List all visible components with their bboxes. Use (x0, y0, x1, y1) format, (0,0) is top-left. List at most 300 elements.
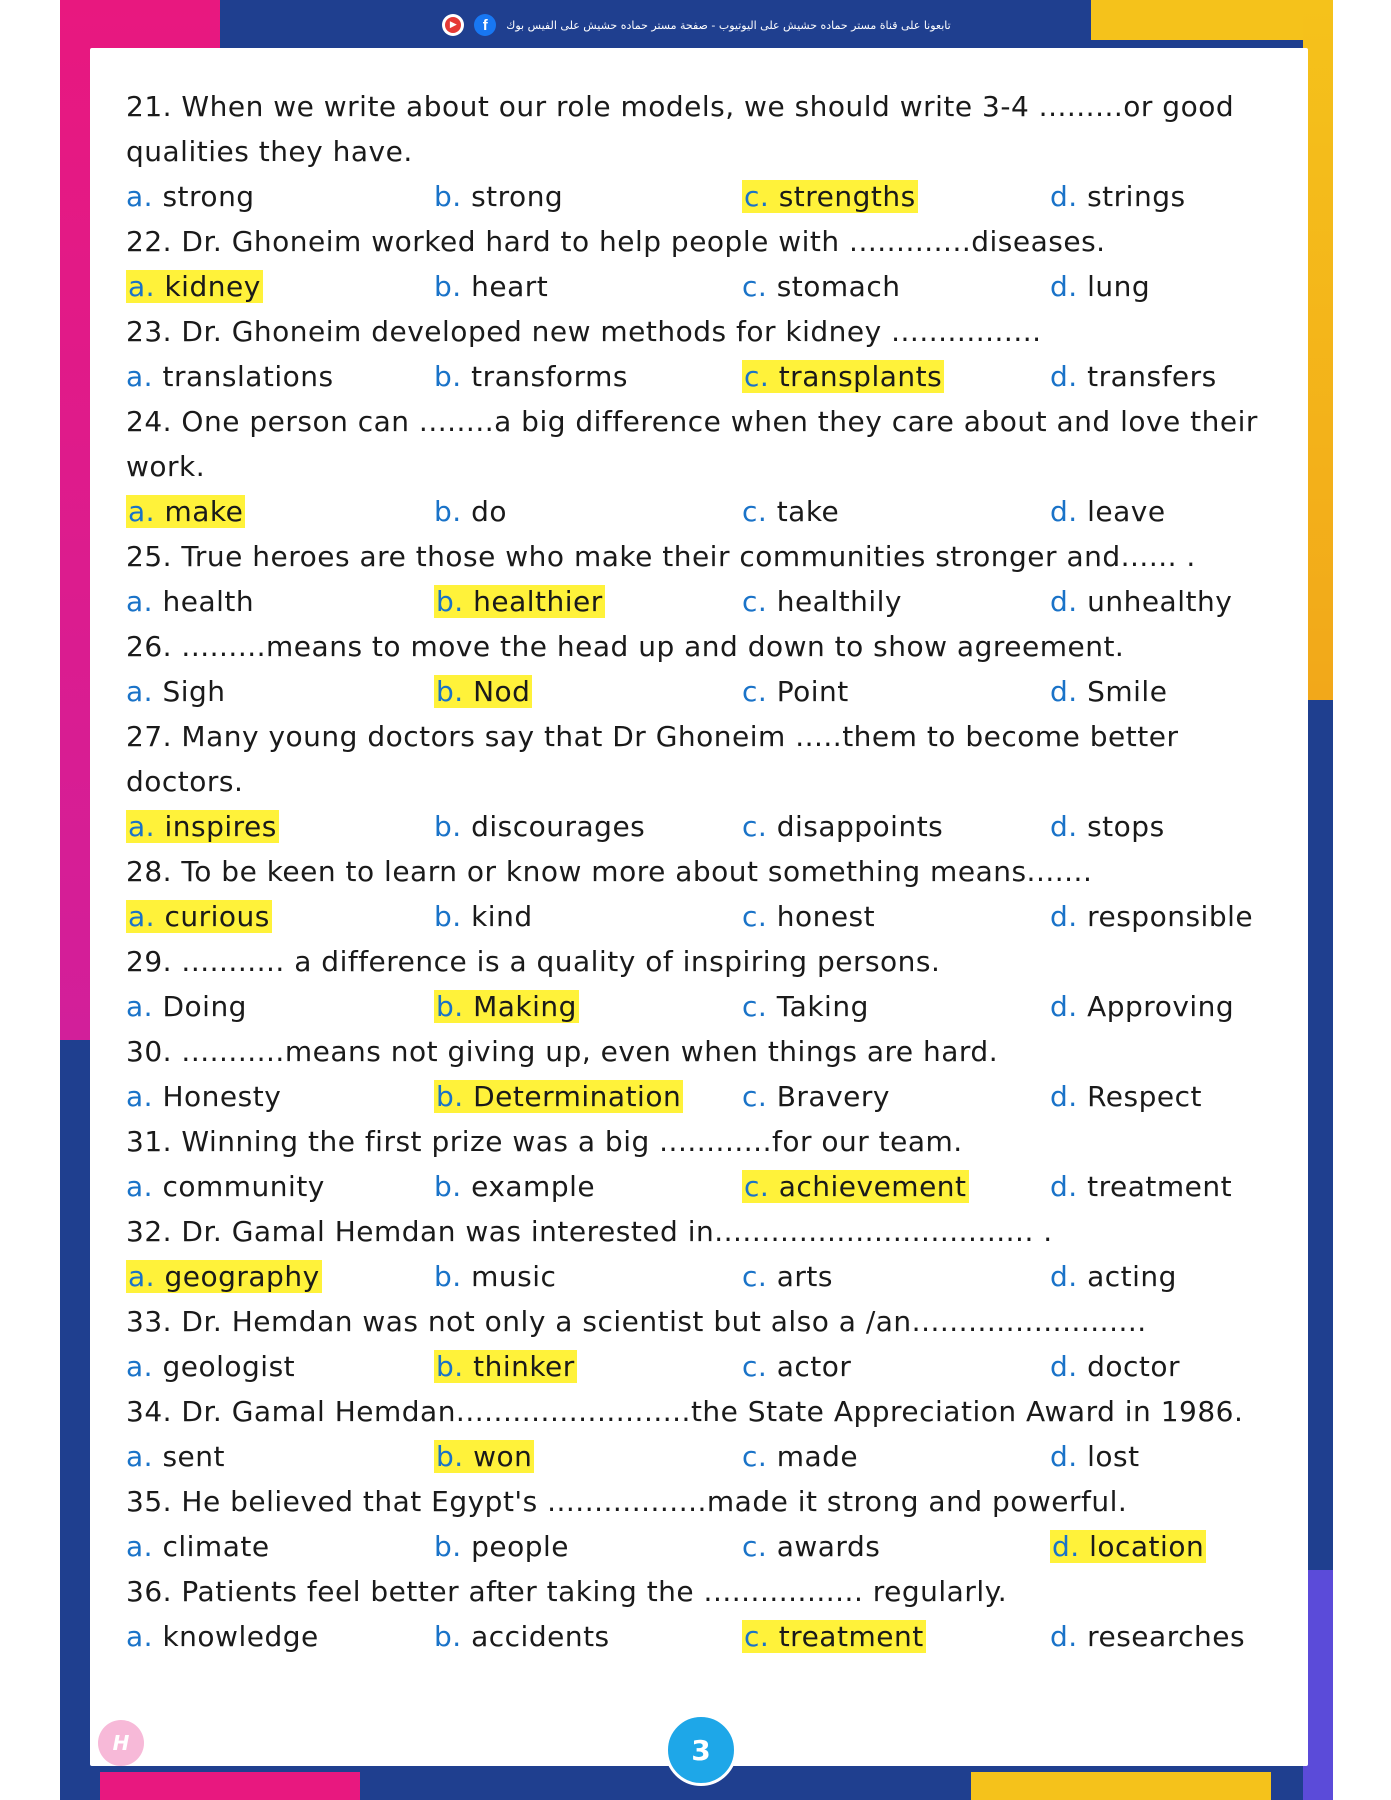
question-text: 29. ........... a difference is a quality of inspiring persons. (126, 945, 941, 978)
option-text: acting (1087, 1260, 1177, 1293)
option-d[interactable] (1050, 984, 1274, 1029)
option-text: made (776, 1440, 859, 1473)
option-letter: a. (128, 810, 156, 843)
option-content (1050, 1440, 1140, 1473)
correct-answer-highlight (126, 1260, 322, 1293)
option-text: unhealthy (1087, 585, 1233, 618)
option-letter: a. (128, 270, 156, 303)
correct-answer-highlight (434, 990, 579, 1023)
question-item (126, 1209, 1286, 1299)
option-letter: b. (436, 1350, 464, 1383)
option-a[interactable] (126, 894, 434, 939)
header-bar (60, 0, 1333, 50)
option-letter: c. (742, 900, 768, 933)
options-row (126, 1164, 1286, 1209)
option-text: Nod (473, 675, 531, 708)
option-content (1050, 585, 1232, 618)
question-text: 32. Dr. Gamal Hemdan was interested in.................................. . (126, 1215, 1053, 1248)
option-b[interactable] (434, 264, 742, 309)
option-letter: d. (1050, 1170, 1078, 1203)
option-letter: a. (128, 1260, 156, 1293)
option-text: healthier (473, 585, 603, 618)
option-c[interactable] (742, 984, 1050, 1029)
option-text: Sigh (162, 675, 226, 708)
option-content (742, 810, 943, 843)
option-letter: b. (434, 1620, 462, 1653)
option-content (742, 990, 869, 1023)
youtube-icon[interactable]: ▶ (442, 14, 464, 36)
options-row (126, 489, 1286, 534)
option-letter: c. (742, 270, 768, 303)
option-a[interactable] (126, 1254, 434, 1299)
option-letter: b. (434, 360, 462, 393)
option-text: healthily (776, 585, 902, 618)
option-text: strengths (778, 180, 916, 213)
option-b[interactable] (434, 1164, 742, 1209)
option-text: sent (162, 1440, 226, 1473)
question-text: 22. Dr. Ghoneim worked hard to help people with .............diseases. (126, 225, 1106, 258)
option-b[interactable] (434, 1524, 742, 1569)
option-c[interactable] (742, 264, 1050, 309)
option-a[interactable] (126, 354, 434, 399)
option-letter: c. (742, 990, 768, 1023)
option-letter: c. (742, 1080, 768, 1113)
option-letter: d. (1050, 585, 1078, 618)
question-item (126, 1119, 1286, 1209)
option-letter: b. (434, 1260, 462, 1293)
option-text: transplants (778, 360, 943, 393)
page-number: 3 (691, 1733, 711, 1767)
question-text: 26. .........means to move the head up and down to show agreement. (126, 630, 1125, 663)
option-letter: c. (742, 810, 768, 843)
option-content (434, 1530, 569, 1563)
option-text: strong (162, 180, 255, 213)
option-text: Smile (1087, 675, 1168, 708)
question-text: 27. Many young doctors say that Dr Ghoneim .....them to become better doctors. (126, 720, 1179, 798)
option-text: honest (776, 900, 876, 933)
option-c[interactable] (742, 894, 1050, 939)
option-content (434, 900, 533, 933)
option-letter: a. (128, 900, 156, 933)
options-row (126, 804, 1286, 849)
option-text: translations (162, 360, 334, 393)
option-c[interactable] (742, 174, 1050, 219)
option-content (126, 585, 254, 618)
option-letter: c. (742, 1440, 768, 1473)
option-text: leave (1087, 495, 1166, 528)
option-a[interactable] (126, 174, 434, 219)
options-row (126, 1254, 1286, 1299)
option-text: lung (1087, 270, 1151, 303)
option-text: inspires (164, 810, 277, 843)
option-content (742, 1440, 858, 1473)
option-b[interactable] (434, 1254, 742, 1299)
option-text: Point (776, 675, 849, 708)
worksheet-page (90, 48, 1308, 1766)
option-content (126, 1530, 270, 1563)
question-item (126, 624, 1286, 714)
question-text: 25. True heroes are those who make their communities stronger and...... . (126, 540, 1196, 573)
option-a[interactable] (126, 1344, 434, 1389)
option-d[interactable] (1050, 1344, 1274, 1389)
option-content (742, 675, 849, 708)
correct-answer-highlight (126, 810, 279, 843)
option-c[interactable] (742, 1254, 1050, 1299)
option-letter: d. (1052, 1530, 1080, 1563)
correct-answer-highlight (434, 675, 532, 708)
question-item (126, 309, 1286, 399)
option-content (1050, 810, 1165, 843)
option-a[interactable] (126, 1434, 434, 1479)
correct-answer-highlight (1050, 1530, 1206, 1563)
option-b[interactable] (434, 1434, 742, 1479)
option-a[interactable] (126, 264, 434, 309)
question-item (126, 84, 1286, 219)
options-row (126, 1614, 1286, 1659)
option-letter: c. (742, 585, 768, 618)
option-text: disappoints (776, 810, 944, 843)
option-text: stops (1087, 810, 1165, 843)
option-letter: a. (128, 495, 156, 528)
question-text: 35. He believed that Egypt's .................made it strong and powerful. (126, 1485, 1128, 1518)
option-letter: d. (1050, 675, 1078, 708)
option-letter: d. (1050, 1080, 1078, 1113)
option-letter: d. (1050, 1260, 1078, 1293)
question-item (126, 1389, 1286, 1479)
question-item (126, 939, 1286, 1029)
option-letter: d. (1050, 990, 1078, 1023)
option-text: knowledge (162, 1620, 319, 1653)
option-letter: a. (126, 1080, 154, 1113)
option-b[interactable] (434, 1614, 742, 1659)
correct-answer-highlight (742, 360, 944, 393)
option-text: transforms (471, 360, 628, 393)
question-item (126, 1569, 1286, 1659)
option-content (434, 180, 563, 213)
correct-answer-highlight (742, 1620, 926, 1653)
option-a[interactable] (126, 1074, 434, 1119)
option-content (434, 1620, 610, 1653)
option-letter: b. (436, 990, 464, 1023)
option-content (126, 360, 334, 393)
option-text: Determination (473, 1080, 682, 1113)
options-row (126, 984, 1286, 1029)
options-row (126, 1074, 1286, 1119)
option-b[interactable] (434, 579, 742, 624)
questions-list (126, 84, 1286, 1659)
option-content (742, 1530, 880, 1563)
option-content (1050, 1080, 1202, 1113)
option-c[interactable] (742, 354, 1050, 399)
option-content (742, 585, 902, 618)
option-d[interactable] (1050, 1164, 1274, 1209)
option-letter: b. (436, 1440, 464, 1473)
option-letter: b. (434, 270, 462, 303)
options-row (126, 264, 1286, 309)
option-d[interactable] (1050, 489, 1274, 534)
option-text: Honesty (162, 1080, 282, 1113)
question-item (126, 399, 1286, 534)
correct-answer-highlight (126, 270, 263, 303)
option-letter: b. (436, 675, 464, 708)
option-text: Bravery (776, 1080, 890, 1113)
options-row (126, 579, 1286, 624)
option-content (434, 810, 645, 843)
option-text: do (471, 495, 507, 528)
option-content (1050, 900, 1253, 933)
option-text: actor (776, 1350, 852, 1383)
option-text: kind (471, 900, 533, 933)
option-letter: c. (742, 1350, 768, 1383)
option-content (1050, 990, 1234, 1023)
option-a[interactable] (126, 1164, 434, 1209)
option-d[interactable] (1050, 804, 1274, 849)
option-text: arts (776, 1260, 833, 1293)
option-letter: d. (1050, 900, 1078, 933)
logo-badge: H (98, 1720, 144, 1766)
option-text: discourages (471, 810, 646, 843)
option-text: community (162, 1170, 325, 1203)
option-c[interactable] (742, 579, 1050, 624)
option-b[interactable] (434, 1074, 742, 1119)
option-content (126, 1620, 319, 1653)
option-letter: a. (126, 180, 154, 213)
option-d[interactable] (1050, 174, 1274, 219)
option-letter: a. (126, 990, 154, 1023)
pink-decoration-bottom (100, 1772, 360, 1800)
option-letter: d. (1050, 1350, 1078, 1383)
option-a[interactable] (126, 1524, 434, 1569)
option-b[interactable] (434, 669, 742, 714)
option-letter: d. (1050, 495, 1078, 528)
option-text: curious (164, 900, 270, 933)
option-d[interactable] (1050, 354, 1274, 399)
question-text: 28. To be keen to learn or know more about something means....... (126, 855, 1093, 888)
option-text: location (1089, 1530, 1205, 1563)
option-text: geography (164, 1260, 320, 1293)
option-c[interactable] (742, 1614, 1050, 1659)
option-content (1050, 1260, 1177, 1293)
option-content (126, 1170, 325, 1203)
question-text: 24. One person can ........a big difference when they care about and love their work. (126, 405, 1258, 483)
option-content (126, 675, 226, 708)
option-b[interactable] (434, 984, 742, 1029)
options-row (126, 1524, 1286, 1569)
option-text: researches (1087, 1620, 1246, 1653)
option-c[interactable] (742, 669, 1050, 714)
option-d[interactable] (1050, 579, 1274, 624)
option-text: strings (1087, 180, 1186, 213)
option-content (126, 180, 255, 213)
option-text: music (471, 1260, 557, 1293)
option-content (434, 1170, 595, 1203)
option-content (1050, 1620, 1245, 1653)
option-content (742, 1080, 890, 1113)
option-letter: b. (434, 180, 462, 213)
question-item (126, 219, 1286, 309)
page-number-badge (665, 1714, 737, 1786)
option-c[interactable] (742, 1164, 1050, 1209)
question-text: 30. ...........means not giving up, even when things are hard. (126, 1035, 999, 1068)
yellow-decoration-bottom (971, 1772, 1271, 1800)
option-letter: b. (434, 810, 462, 843)
option-c[interactable] (742, 1074, 1050, 1119)
options-row (126, 669, 1286, 714)
option-content (434, 360, 628, 393)
option-c[interactable] (742, 489, 1050, 534)
question-item (126, 1299, 1286, 1389)
option-c[interactable] (742, 804, 1050, 849)
option-a[interactable] (126, 489, 434, 534)
option-d[interactable] (1050, 1524, 1274, 1569)
header-text: تابعونا على قناة مستر حماده حشيش على اليوتيوب - صفحة مستر حماده حشيش على الفيس بوك (506, 18, 951, 32)
options-row (126, 1344, 1286, 1389)
option-letter: a. (126, 675, 154, 708)
option-a[interactable] (126, 1614, 434, 1659)
option-text: Taking (776, 990, 869, 1023)
option-text: climate (162, 1530, 270, 1563)
option-a[interactable] (126, 579, 434, 624)
option-text: Making (473, 990, 577, 1023)
option-letter: b. (436, 585, 464, 618)
option-b[interactable] (434, 1344, 742, 1389)
option-letter: d. (1050, 810, 1078, 843)
option-text: treatment (1087, 1170, 1233, 1203)
option-letter: d. (1050, 1440, 1078, 1473)
option-content (742, 1350, 851, 1383)
option-content (1050, 180, 1186, 213)
option-content (742, 1260, 833, 1293)
option-b[interactable] (434, 354, 742, 399)
option-d[interactable] (1050, 1254, 1274, 1299)
option-letter: c. (742, 495, 768, 528)
option-content (434, 1260, 556, 1293)
option-content (126, 1080, 281, 1113)
option-text: thinker (473, 1350, 575, 1383)
option-b[interactable] (434, 894, 742, 939)
option-text: won (473, 1440, 533, 1473)
option-letter: a. (126, 585, 154, 618)
option-d[interactable] (1050, 1074, 1274, 1119)
option-letter: c. (744, 360, 770, 393)
option-content (1050, 1350, 1180, 1383)
option-b[interactable] (434, 804, 742, 849)
option-letter: c. (742, 1260, 768, 1293)
option-text: heart (471, 270, 549, 303)
question-text: 31. Winning the first prize was a big ............for our team. (126, 1125, 963, 1158)
option-content (434, 270, 548, 303)
option-c[interactable] (742, 1524, 1050, 1569)
option-letter: a. (126, 1440, 154, 1473)
option-letter: c. (742, 1530, 768, 1563)
option-text: take (776, 495, 840, 528)
option-letter: d. (1050, 360, 1078, 393)
option-letter: c. (744, 1170, 770, 1203)
option-letter: b. (434, 1530, 462, 1563)
correct-answer-highlight (742, 180, 918, 213)
option-d[interactable] (1050, 1434, 1274, 1479)
option-text: responsible (1087, 900, 1254, 933)
option-letter: a. (126, 1620, 154, 1653)
option-c[interactable] (742, 1344, 1050, 1389)
option-d[interactable] (1050, 669, 1274, 714)
option-letter: b. (434, 900, 462, 933)
option-text: Doing (162, 990, 247, 1023)
option-text: example (471, 1170, 596, 1203)
options-row (126, 354, 1286, 399)
option-letter: a. (126, 1350, 154, 1383)
question-item (126, 1479, 1286, 1569)
option-letter: c. (744, 180, 770, 213)
option-a[interactable] (126, 984, 434, 1029)
option-a[interactable] (126, 669, 434, 714)
correct-answer-highlight (434, 1350, 577, 1383)
option-d[interactable] (1050, 894, 1274, 939)
question-text: 34. Dr. Gamal Hemdan.........................the State Appreciation Award in 1986. (126, 1395, 1244, 1428)
option-letter: a. (126, 1170, 154, 1203)
option-text: doctor (1087, 1350, 1181, 1383)
correct-answer-highlight (434, 1440, 534, 1473)
correct-answer-highlight (126, 900, 272, 933)
option-a[interactable] (126, 804, 434, 849)
option-text: treatment (778, 1620, 924, 1653)
option-letter: d. (1050, 1620, 1078, 1653)
question-text: 33. Dr. Hemdan was not only a scientist but also a /an......................... (126, 1305, 1147, 1338)
option-text: geologist (162, 1350, 296, 1383)
option-content (742, 495, 839, 528)
question-item (126, 534, 1286, 624)
option-text: Approving (1087, 990, 1235, 1023)
option-letter: b. (434, 495, 462, 528)
correct-answer-highlight (434, 1080, 683, 1113)
correct-answer-highlight (742, 1170, 969, 1203)
option-text: strong (471, 180, 564, 213)
option-b[interactable] (434, 174, 742, 219)
option-letter: d. (1050, 180, 1078, 213)
option-d[interactable] (1050, 264, 1274, 309)
option-content (1050, 675, 1167, 708)
correct-answer-highlight (126, 495, 245, 528)
options-row (126, 174, 1286, 219)
option-text: transfers (1087, 360, 1217, 393)
option-content (126, 1440, 225, 1473)
option-letter: a. (126, 1530, 154, 1563)
options-row (126, 894, 1286, 939)
facebook-icon[interactable]: f (474, 14, 496, 36)
option-content (434, 495, 507, 528)
question-item (126, 1029, 1286, 1119)
option-b[interactable] (434, 489, 742, 534)
question-text: 23. Dr. Ghoneim developed new methods for kidney ................ (126, 315, 1042, 348)
option-content (1050, 495, 1166, 528)
option-text: awards (776, 1530, 881, 1563)
option-text: stomach (776, 270, 901, 303)
option-content (126, 1350, 295, 1383)
option-content (1050, 270, 1150, 303)
option-text: Respect (1087, 1080, 1202, 1113)
option-text: people (471, 1530, 570, 1563)
option-text: kidney (164, 270, 261, 303)
option-c[interactable] (742, 1434, 1050, 1479)
option-text: accidents (471, 1620, 610, 1653)
option-d[interactable] (1050, 1614, 1274, 1659)
option-letter: a. (126, 360, 154, 393)
option-text: make (164, 495, 244, 528)
option-content (1050, 360, 1217, 393)
option-content (742, 270, 900, 303)
option-text: achievement (778, 1170, 967, 1203)
option-text: health (162, 585, 255, 618)
